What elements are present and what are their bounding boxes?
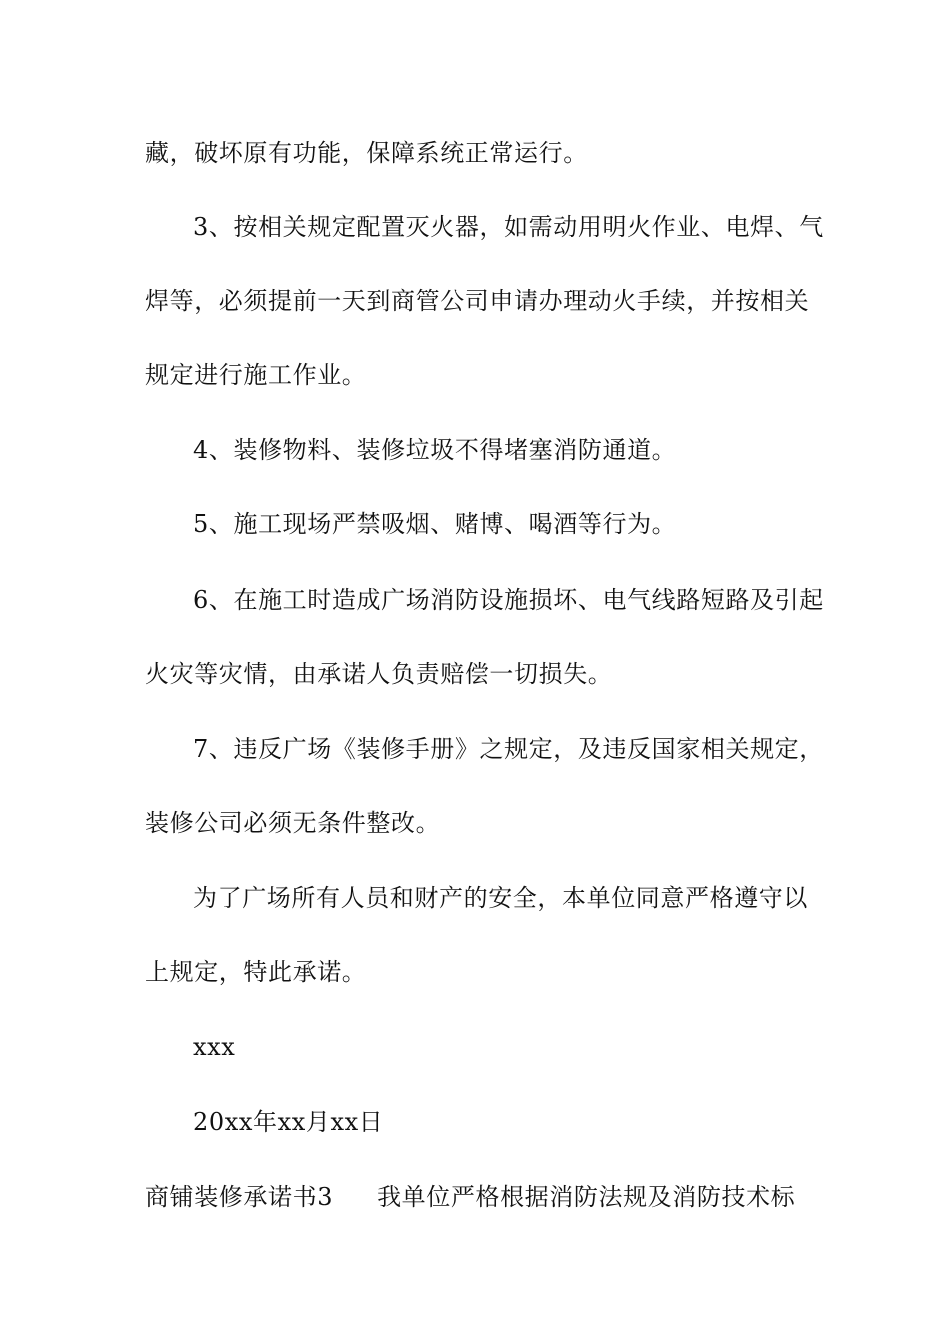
paragraph-line: 7、违反广场《装修手册》之规定，及违反国家相关规定， xyxy=(193,735,824,763)
section-heading: 商铺装修承诺书3 xyxy=(145,1183,334,1211)
paragraph-line: 为了广场所有人员和财产的安全，本单位同意严格遵守以 xyxy=(193,884,808,912)
paragraph-line: 6、在施工时造成广场消防设施损坏、电气线路短路及引起 xyxy=(193,586,824,614)
paragraph-line: 3、按相关规定配置灭火器，如需动用明火作业、电焊、气 xyxy=(193,213,824,241)
signature-date: 20xx年xx月xx日 xyxy=(193,1108,384,1136)
paragraph-line: 装修公司必须无条件整改。 xyxy=(145,809,441,837)
paragraph-line: 4、装修物料、装修垃圾不得堵塞消防通道。 xyxy=(193,436,677,464)
paragraph-line: 焊等，必须提前一天到商管公司申请办理动火手续，并按相关 xyxy=(145,287,810,315)
paragraph-line: 火灾等灾情，由承诺人负责赔偿一切损失。 xyxy=(145,660,613,688)
paragraph-line: 上规定，特此承诺。 xyxy=(145,958,367,986)
signature-name: xxx xyxy=(193,1033,236,1061)
paragraph-line: 藏，破坏原有功能，保障系统正常运行。 xyxy=(145,139,588,167)
paragraph-line: 5、施工现场严禁吸烟、赌博、喝酒等行为。 xyxy=(193,510,677,538)
section-text-start: 我单位严格根据消防法规及消防技术标 xyxy=(377,1183,796,1211)
paragraph-line: 规定进行施工作业。 xyxy=(145,361,367,389)
section-heading-line xyxy=(145,1182,825,1212)
